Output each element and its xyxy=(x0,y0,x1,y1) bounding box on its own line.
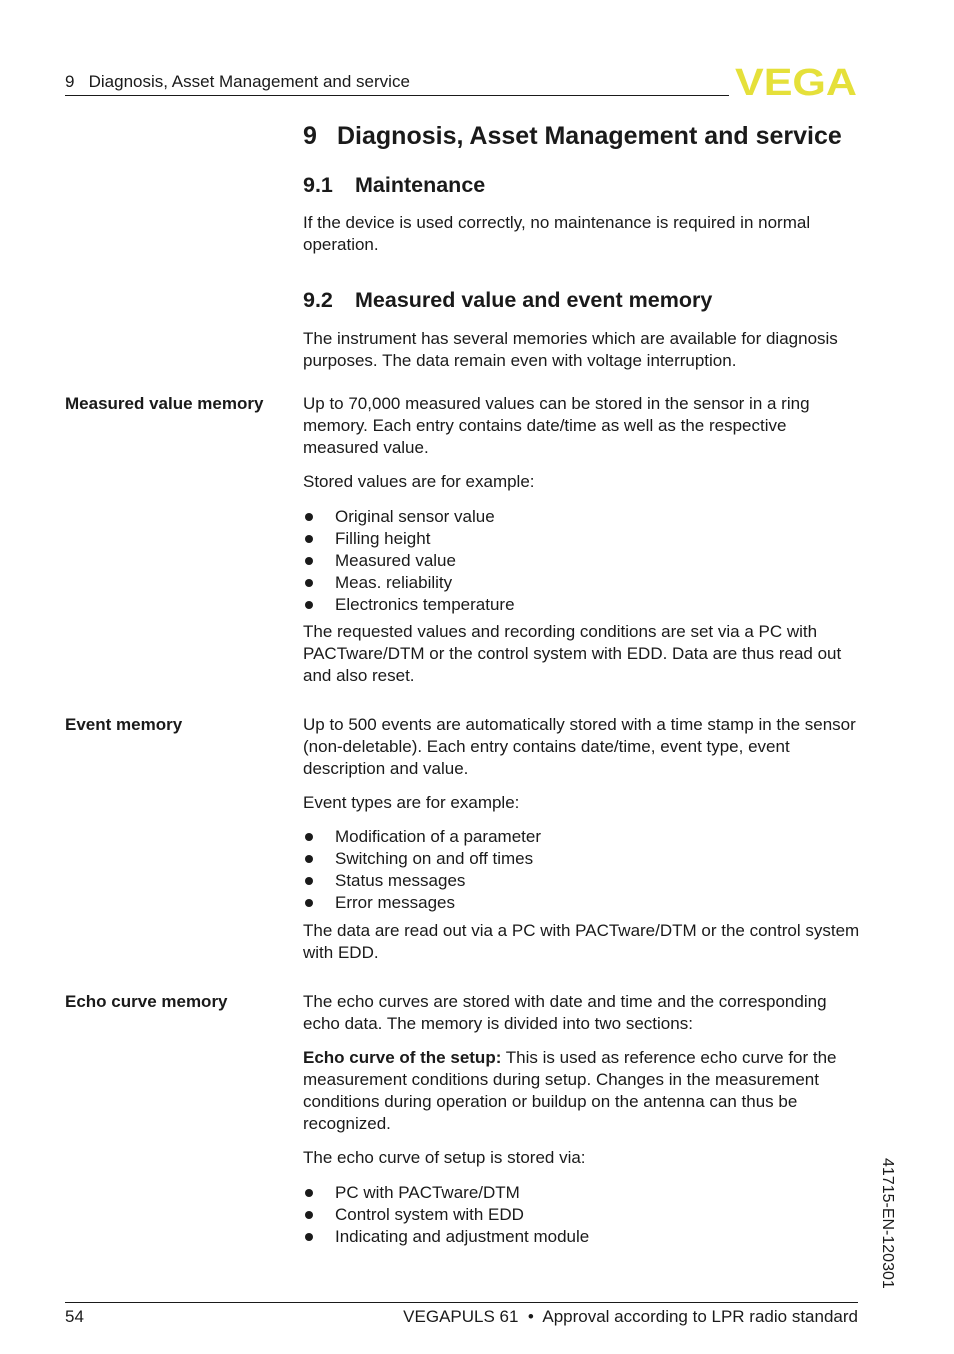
list-item: Switching on and off times xyxy=(303,848,541,870)
margin-label-event-memory: Event memory xyxy=(65,715,183,734)
ecm-paragraph-3: The echo curve of setup is stored via: xyxy=(303,1148,586,1167)
em-paragraph-1: Up to 500 events are automatically stored with a time stamp in the sensor (non-deletable). Each entry contains date/time, event type, event description and value. xyxy=(303,715,856,778)
list-item: Control system with EDD xyxy=(303,1204,589,1226)
mvm-paragraph-1: Up to 70,000 measured values can be stored in the sensor in a ring memory. Each entry contains date/time as well as the respective measured value. xyxy=(303,394,810,457)
list-item: Filling height xyxy=(303,528,515,550)
margin-label-measured-value-memory: Measured value memory xyxy=(65,394,264,413)
section-heading-memory xyxy=(303,288,712,313)
mvm-paragraph-3: The requested values and recording conditions are set via a PC with PACTware/DTM or the control system with EDD. Data are thus read out and also reset. xyxy=(303,622,842,685)
section-title: Measured value and event memory xyxy=(355,288,713,312)
header-rule xyxy=(65,95,729,96)
list-item: Modification of a parameter xyxy=(303,826,541,848)
ecm-setup-description: This is used as reference echo curve for the measurement conditions during setup. Changes in the measurement conditions during operation or buildup on the antenna can thus be recognized. xyxy=(303,1048,837,1133)
footer-document-title: VEGAPULS 61 • Approval according to LPR radio standard xyxy=(403,1307,858,1326)
list-item: Indicating and adjustment module xyxy=(303,1226,589,1248)
list-item: Original sensor value xyxy=(303,506,515,528)
ecm-paragraph-2 xyxy=(303,1047,863,1135)
chapter-number: 9 xyxy=(303,122,317,150)
ecm-paragraph-1: The echo curves are stored with date and time and the corresponding echo data. The memory is divided into two sections: xyxy=(303,992,827,1033)
list-item: Measured value xyxy=(303,550,515,572)
chapter-heading xyxy=(303,122,842,151)
vega-logo xyxy=(734,64,858,98)
ecm-setup-term: Echo curve of the setup: xyxy=(303,1048,502,1067)
logo-text: VEGA xyxy=(735,64,857,98)
section-heading-maintenance xyxy=(303,173,485,198)
page-number: 54 xyxy=(65,1307,84,1326)
section-title: Maintenance xyxy=(355,173,486,197)
section-number: 9.1 xyxy=(303,173,333,197)
list-item: Status messages xyxy=(303,870,541,892)
section-number: 9.2 xyxy=(303,288,333,312)
document-code: 41715-EN-120301 xyxy=(879,1158,896,1289)
list-item: Electronics temperature xyxy=(303,594,515,616)
mvm-bullet-list xyxy=(303,506,515,616)
margin-label-echo-curve-memory: Echo curve memory xyxy=(65,992,228,1011)
em-bullet-list xyxy=(303,826,541,914)
em-paragraph-3: The data are read out via a PC with PACTware/DTM or the control system with EDD. xyxy=(303,921,860,962)
memory-intro-paragraph: The instrument has several memories which are available for diagnosis purposes. The data remain even with voltage interruption. xyxy=(303,329,838,370)
footer-rule xyxy=(65,1302,858,1303)
em-paragraph-2: Event types are for example: xyxy=(303,793,520,812)
list-item: PC with PACTware/DTM xyxy=(303,1182,589,1204)
list-item: Meas. reliability xyxy=(303,572,515,594)
ecm-bullet-list xyxy=(303,1182,589,1248)
running-header: 9 Diagnosis, Asset Management and service xyxy=(65,72,410,91)
mvm-paragraph-2: Stored values are for example: xyxy=(303,472,535,491)
list-item: Error messages xyxy=(303,892,541,914)
chapter-title: Diagnosis, Asset Management and service xyxy=(337,122,842,150)
maintenance-paragraph: If the device is used correctly, no maintenance is required in normal operation. xyxy=(303,213,811,254)
